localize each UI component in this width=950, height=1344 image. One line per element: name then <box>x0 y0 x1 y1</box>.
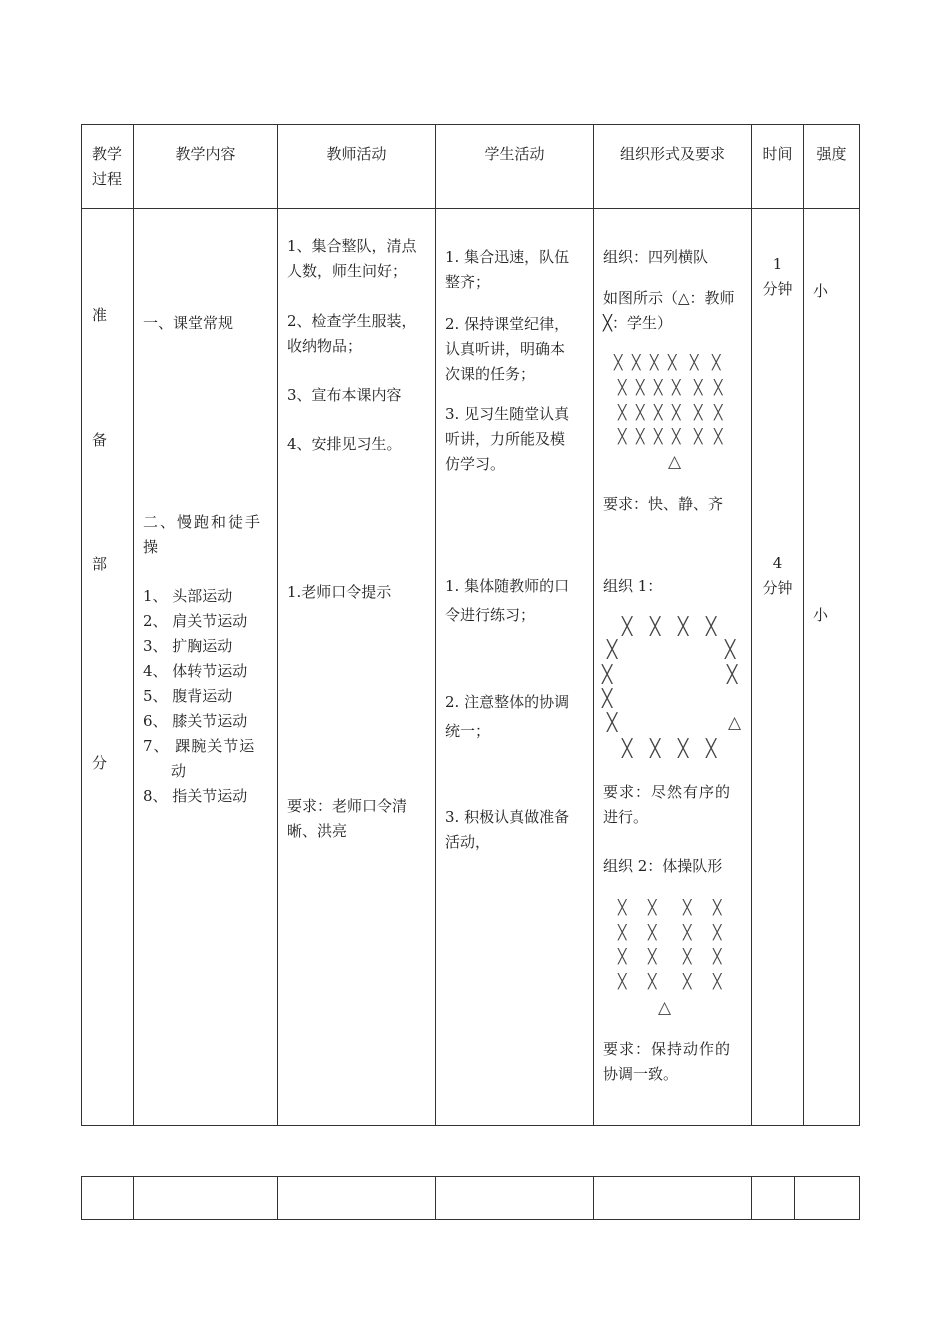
student-cross: ╳ <box>618 429 627 445</box>
student-cross: ╳ <box>706 739 717 759</box>
header-content: 教学内容 <box>175 145 236 163</box>
col-line <box>593 1176 594 1220</box>
intensity-value: 小 <box>813 282 829 300</box>
content-section-2: 二、慢跑和徒手 <box>143 513 263 531</box>
student-cross: ╳ <box>678 617 689 637</box>
student-cross: ╳ <box>622 617 633 637</box>
org-text: 要求：快、静、齐 <box>603 495 724 513</box>
table-border-top <box>81 1176 860 1177</box>
student-cross: ╳ <box>636 380 645 396</box>
student-cross: ╳ <box>713 900 722 916</box>
content-item: 7、 踝腕关节运 <box>143 737 256 755</box>
student-cross: ╳ <box>713 974 722 990</box>
student-cross: ╳ <box>618 405 627 421</box>
time-unit: 分钟 <box>762 579 793 597</box>
student-cross: ╳ <box>618 925 627 941</box>
student-text: 1. 集体随教师的口 <box>445 577 570 595</box>
student-cross: ╳ <box>713 949 722 965</box>
time-value: 4 <box>772 554 783 572</box>
content-item: 8、 指关节运动 <box>143 787 248 805</box>
student-cross: ╳ <box>683 949 692 965</box>
header-org: 组织形式及要求 <box>619 145 725 163</box>
student-cross: ╳ <box>654 380 663 396</box>
teacher-triangle: △ <box>668 452 682 472</box>
col-line <box>751 1176 752 1220</box>
col-line <box>803 124 804 1126</box>
col-line <box>133 1176 134 1220</box>
student-cross: ╳ <box>694 380 703 396</box>
content-item: 1、 头部运动 <box>143 587 233 605</box>
student-cross: ╳ <box>706 617 717 637</box>
student-cross: ╳ <box>618 380 627 396</box>
teacher-text: 4、安排见习生。 <box>287 435 402 453</box>
student-cross: ╳ <box>614 355 623 371</box>
org-text: ╳：学生） <box>603 314 673 332</box>
process-char: 部 <box>92 555 108 573</box>
student-cross: ╳ <box>683 974 692 990</box>
org-text: 要求：尽然有序的 <box>603 783 732 801</box>
student-cross: ╳ <box>602 665 613 685</box>
student-cross: ╳ <box>672 380 681 396</box>
org-text: 组织 1： <box>603 577 663 595</box>
student-text: 整齐； <box>445 273 491 291</box>
header-intensity: 强度 <box>816 145 847 163</box>
student-text: 认真听讲，明确本 <box>445 340 566 358</box>
teacher-triangle: △ <box>658 998 672 1018</box>
student-cross: ╳ <box>712 355 721 371</box>
student-cross: ╳ <box>727 665 738 685</box>
student-text: 活动， <box>445 833 491 851</box>
student-cross: ╳ <box>602 689 613 709</box>
student-cross: ╳ <box>648 949 657 965</box>
formation-gymnastics <box>600 896 750 1021</box>
teacher-text: 晰、洪亮 <box>287 822 348 840</box>
teacher-text: 1.老师口令提示 <box>287 583 392 601</box>
org-text: 如图所示（△：教师 <box>603 289 735 307</box>
col-line <box>794 1176 795 1220</box>
student-cross: ╳ <box>694 405 703 421</box>
student-cross: ╳ <box>636 429 645 445</box>
student-text: 听讲，力所能及模 <box>445 430 566 448</box>
student-cross: ╳ <box>636 405 645 421</box>
student-text: 3. 见习生随堂认真 <box>445 405 570 423</box>
student-text: 1. 集合迅速，队伍 <box>445 248 570 266</box>
student-cross: ╳ <box>654 429 663 445</box>
col-line <box>133 124 134 1126</box>
col-line <box>277 1176 278 1220</box>
process-char: 备 <box>92 431 108 449</box>
student-cross: ╳ <box>618 949 627 965</box>
student-cross: ╳ <box>650 739 661 759</box>
content-item: 6、 膝关节运动 <box>143 712 248 730</box>
teacher-text: 1、集合整队，清点 <box>287 237 417 255</box>
formation-circle <box>600 616 750 766</box>
student-text: 2. 注意整体的协调 <box>445 693 570 711</box>
col-line <box>435 1176 436 1220</box>
table-border-bottom <box>81 1125 860 1126</box>
header-student: 学生活动 <box>484 145 545 163</box>
col-line <box>859 1176 860 1220</box>
org-text: 组织：四列横队 <box>603 248 709 266</box>
teacher-text: 3、宣布本课内容 <box>287 386 402 404</box>
content-section-1: 一、课堂常规 <box>143 314 234 332</box>
header-process: 教学过程 <box>91 145 122 188</box>
process-char: 分 <box>92 754 108 772</box>
student-cross: ╳ <box>607 640 618 660</box>
student-cross: ╳ <box>678 739 689 759</box>
table-border-top <box>81 124 860 125</box>
student-cross: ╳ <box>650 355 659 371</box>
student-cross: ╳ <box>618 900 627 916</box>
content-item: 5、 腹背运动 <box>143 687 233 705</box>
student-cross: ╳ <box>690 355 699 371</box>
process-char: 准 <box>92 306 108 324</box>
student-cross: ╳ <box>648 900 657 916</box>
student-text: 3. 积极认真做准备 <box>445 808 570 826</box>
content-item: 4、 体转节运动 <box>143 662 248 680</box>
time-unit: 分钟 <box>762 280 793 298</box>
student-text: 次课的任务； <box>445 365 536 383</box>
org-text: 进行。 <box>603 808 649 826</box>
student-cross: ╳ <box>654 405 663 421</box>
content-item: 2、 肩关节运动 <box>143 612 248 630</box>
empty-table <box>81 1176 860 1220</box>
teacher-text: 收纳物品； <box>287 337 363 355</box>
student-cross: ╳ <box>648 974 657 990</box>
student-text: 2. 保持课堂纪律， <box>445 315 570 333</box>
table-border-bottom <box>81 1219 860 1220</box>
header-time: 时间 <box>762 145 793 163</box>
student-cross: ╳ <box>714 405 723 421</box>
header-divider <box>81 208 860 209</box>
student-cross: ╳ <box>668 355 677 371</box>
student-cross: ╳ <box>683 900 692 916</box>
header-teacher: 教师活动 <box>326 145 387 163</box>
student-cross: ╳ <box>714 429 723 445</box>
org-text: 协调一致。 <box>603 1065 679 1083</box>
student-text: 统一； <box>445 722 491 740</box>
student-cross: ╳ <box>618 974 627 990</box>
org-text: 要求：保持动作的 <box>603 1040 732 1058</box>
col-line <box>81 1176 82 1220</box>
col-line <box>593 124 594 1126</box>
student-text: 令进行练习； <box>445 606 536 624</box>
student-cross: ╳ <box>683 925 692 941</box>
student-cross: ╳ <box>607 713 618 733</box>
col-line <box>277 124 278 1126</box>
student-cross: ╳ <box>714 380 723 396</box>
teacher-text: 2、检查学生服装， <box>287 312 417 330</box>
student-cross: ╳ <box>725 640 736 660</box>
student-cross: ╳ <box>713 925 722 941</box>
content-item: 动 <box>171 762 187 780</box>
formation-four-rows <box>600 350 750 480</box>
teacher-triangle: △ <box>728 713 742 733</box>
org-text: 组织 2：体操队形 <box>603 857 723 875</box>
content-section-2: 操 <box>143 538 159 556</box>
col-line <box>435 124 436 1126</box>
student-cross: ╳ <box>632 355 641 371</box>
student-cross: ╳ <box>694 429 703 445</box>
student-text: 仿学习。 <box>445 455 506 473</box>
student-cross: ╳ <box>648 925 657 941</box>
time-value: 1 <box>772 255 783 273</box>
student-cross: ╳ <box>650 617 661 637</box>
col-line <box>81 124 82 1126</box>
content-item: 3、 扩胸运动 <box>143 637 233 655</box>
col-line <box>859 124 860 1126</box>
intensity-value: 小 <box>813 606 829 624</box>
student-cross: ╳ <box>672 429 681 445</box>
teacher-text: 人数，师生问好； <box>287 262 408 280</box>
student-cross: ╳ <box>672 405 681 421</box>
student-cross: ╳ <box>622 739 633 759</box>
teacher-text: 要求：老师口令清 <box>287 797 408 815</box>
